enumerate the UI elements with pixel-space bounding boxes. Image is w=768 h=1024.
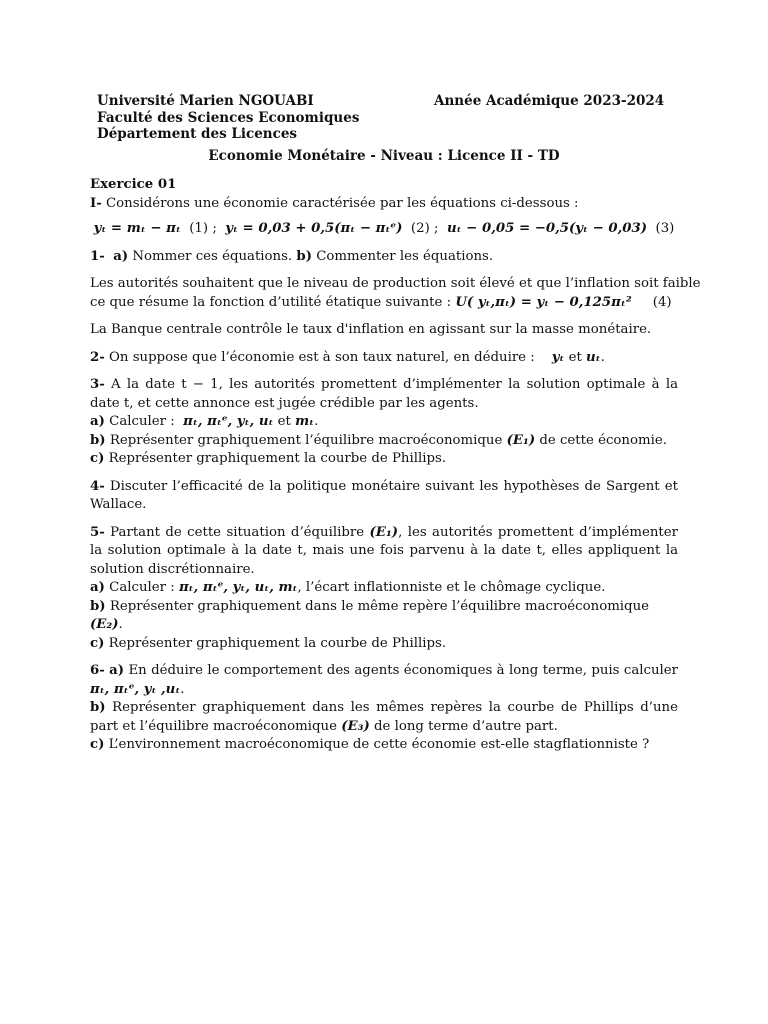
intro-text: Considérons une économie caractérisée par les équations ci-dessous : — [101, 195, 579, 211]
question-6b-end: de long terme d’autre part. — [369, 718, 558, 734]
question-5c-text: Représenter graphiquement la courbe de Phillips. — [104, 635, 447, 651]
question-3b-label: b) — [90, 432, 106, 448]
question-2 — [90, 349, 678, 368]
question-2-var-y: yₜ — [551, 349, 565, 365]
question-1-number: 1- — [90, 248, 105, 264]
equation-1: yₜ = mₜ − πₜ — [93, 221, 181, 236]
question-3c-label: c) — [90, 451, 105, 466]
question-5 — [90, 524, 678, 654]
question-5b-label: b) — [90, 598, 106, 614]
question-6b-equilibrium: (E₃) — [341, 718, 370, 734]
question-5c — [90, 635, 678, 654]
question-3c-text: Représenter graphiquement la courbe de Phillips. — [104, 451, 447, 466]
utility-formula: U( yₜ,πₜ) = yₜ − 0,125πₜ² — [455, 294, 632, 310]
faculty-name: Faculté des Sciences Economiques — [97, 109, 360, 126]
institution-block — [97, 93, 359, 143]
academic-year: Année Académique 2023-2024 — [434, 93, 665, 109]
course-title: Economie Monétaire - Niveau : Licence II - TD — [208, 148, 560, 164]
question-3c — [90, 450, 678, 469]
question-5a — [90, 579, 678, 598]
question-2-end: . — [600, 349, 605, 365]
utility-line-1: Les autorités souhaitent que le niveau de production soit élevé et que l’inflation soit faible — [90, 276, 701, 291]
question-1b-label: b) — [296, 248, 312, 264]
question-2-and: et — [564, 349, 587, 365]
question-2-var-u: uₜ — [586, 349, 601, 365]
question-3b-end: de cette économie. — [535, 432, 667, 448]
question-5-number: 5- — [90, 524, 105, 540]
question-5-text — [90, 524, 678, 580]
question-5a-end: , l’écart inflationniste et le chômage cyclique. — [297, 580, 606, 595]
equations-line — [90, 220, 678, 239]
question-6b-text: Représenter graphiquement dans les mêmes repères la courbe de Phillips d’une part et l’équilibre macroéconomique — [90, 700, 678, 734]
question-3a-end: . — [314, 414, 319, 429]
question-5b-end: . — [118, 617, 123, 632]
question-3b — [90, 432, 678, 451]
question-4-text: Discuter l’efficacité de la politique monétaire suivant les hypothèses de Sargent et Wallace. — [90, 478, 678, 512]
question-3-statement: A la date t − 1, les autorités promettent d’implémenter la solution optimale à la date t, et cette annonce est jugée crédible par les agents. — [90, 377, 678, 411]
question-3a — [90, 413, 678, 432]
exercise-title: Exercice 01 — [90, 177, 177, 192]
question-1a-text: Nommer ces équations. — [128, 248, 297, 264]
question-5a-text: Calculer : — [104, 580, 179, 595]
department-name: Département des Licences — [97, 126, 298, 142]
question-4 — [90, 478, 678, 515]
equation-separator: ; — [212, 221, 217, 236]
exercise-intro — [90, 195, 678, 214]
question-3-number: 3- — [90, 377, 105, 392]
question-2-number: 2- — [90, 349, 105, 365]
question-6c-text: L’environnement macroéconomique de cette économie est-elle stagflationniste ? — [104, 737, 650, 752]
intro-label: I- — [90, 195, 102, 211]
question-5-text-post: , les autorités promettent d’implémenter la solution optimale à la date t, mais une fois parvenu à la date t, elles appliquent la solution discrétionnaire. — [90, 524, 678, 577]
question-6b-label: b) — [90, 700, 106, 715]
question-5b-equilibrium: (E₂) — [90, 617, 119, 632]
exercise-body — [90, 176, 701, 755]
equation-2-number: (2) — [410, 221, 430, 236]
question-1b-text: Commenter les équations. — [311, 248, 494, 264]
question-1 — [90, 248, 678, 267]
university-name: Université Marien NGOUABI — [97, 93, 314, 109]
question-3a-vars: πₜ, πₜᵉ, yₜ, uₜ — [183, 414, 274, 429]
utility-line-2: ce que résume la fonction d’utilité étatique suivante : — [90, 294, 456, 310]
question-6c-label: c) — [90, 737, 105, 752]
question-2-text: On suppose que l’économie est à son taux naturel, en déduire : — [104, 349, 539, 365]
question-6-number: 6- — [90, 663, 105, 678]
question-5a-label: a) — [90, 580, 105, 595]
question-6a — [90, 662, 678, 699]
question-6a-vars: πₜ, πₜᵉ, yₜ ,uₜ — [90, 681, 181, 697]
question-6b — [90, 699, 678, 736]
question-3a-and: et — [273, 414, 296, 429]
question-6a-label: a) — [109, 663, 125, 678]
question-6 — [90, 662, 678, 755]
question-3b-text: Représenter graphiquement l’équilibre macroéconomique — [105, 432, 507, 448]
question-4-number: 4- — [90, 478, 105, 494]
question-3a-label: a) — [90, 414, 105, 429]
question-3-text — [90, 376, 678, 413]
equation-2: yₜ = 0,03 + 0,5(πₜ − πₜᵉ) — [225, 221, 403, 236]
central-bank-paragraph: La Banque centrale contrôle le taux d'inflation en agissant sur la masse monétaire. — [90, 322, 652, 337]
equation-1-number: (1) — [189, 221, 209, 236]
utility-formula-number: (4) — [652, 294, 672, 310]
question-5a-vars: πₜ, πₜᵉ, yₜ, uₜ, mₜ — [178, 580, 298, 595]
utility-paragraph — [90, 275, 701, 312]
question-3a-text: Calculer : — [104, 414, 179, 429]
question-5b — [90, 598, 678, 635]
question-3a-last-var: mₜ — [295, 414, 315, 429]
question-5c-label: c) — [90, 635, 105, 651]
question-3b-equilibrium: (E₁) — [506, 432, 536, 448]
question-6a-end: . — [180, 681, 185, 697]
question-5-equilibrium: (E₁) — [369, 524, 399, 540]
question-1a-label: a) — [113, 248, 129, 264]
equation-3: uₜ − 0,05 = −0,5(yₜ − 0,03) — [446, 221, 648, 236]
question-5b-text: Représenter graphiquement dans le même repère l’équilibre macroéconomique — [105, 598, 649, 614]
question-6a-text: En déduire le comportement des agents économiques à long terme, puis calculer — [124, 663, 678, 678]
question-3 — [90, 376, 678, 469]
question-6c — [90, 736, 678, 755]
equation-separator: ; — [434, 221, 439, 236]
question-5-text-pre: Partant de cette situation d’équilibre — [104, 524, 370, 540]
equation-3-number: (3) — [655, 221, 675, 236]
